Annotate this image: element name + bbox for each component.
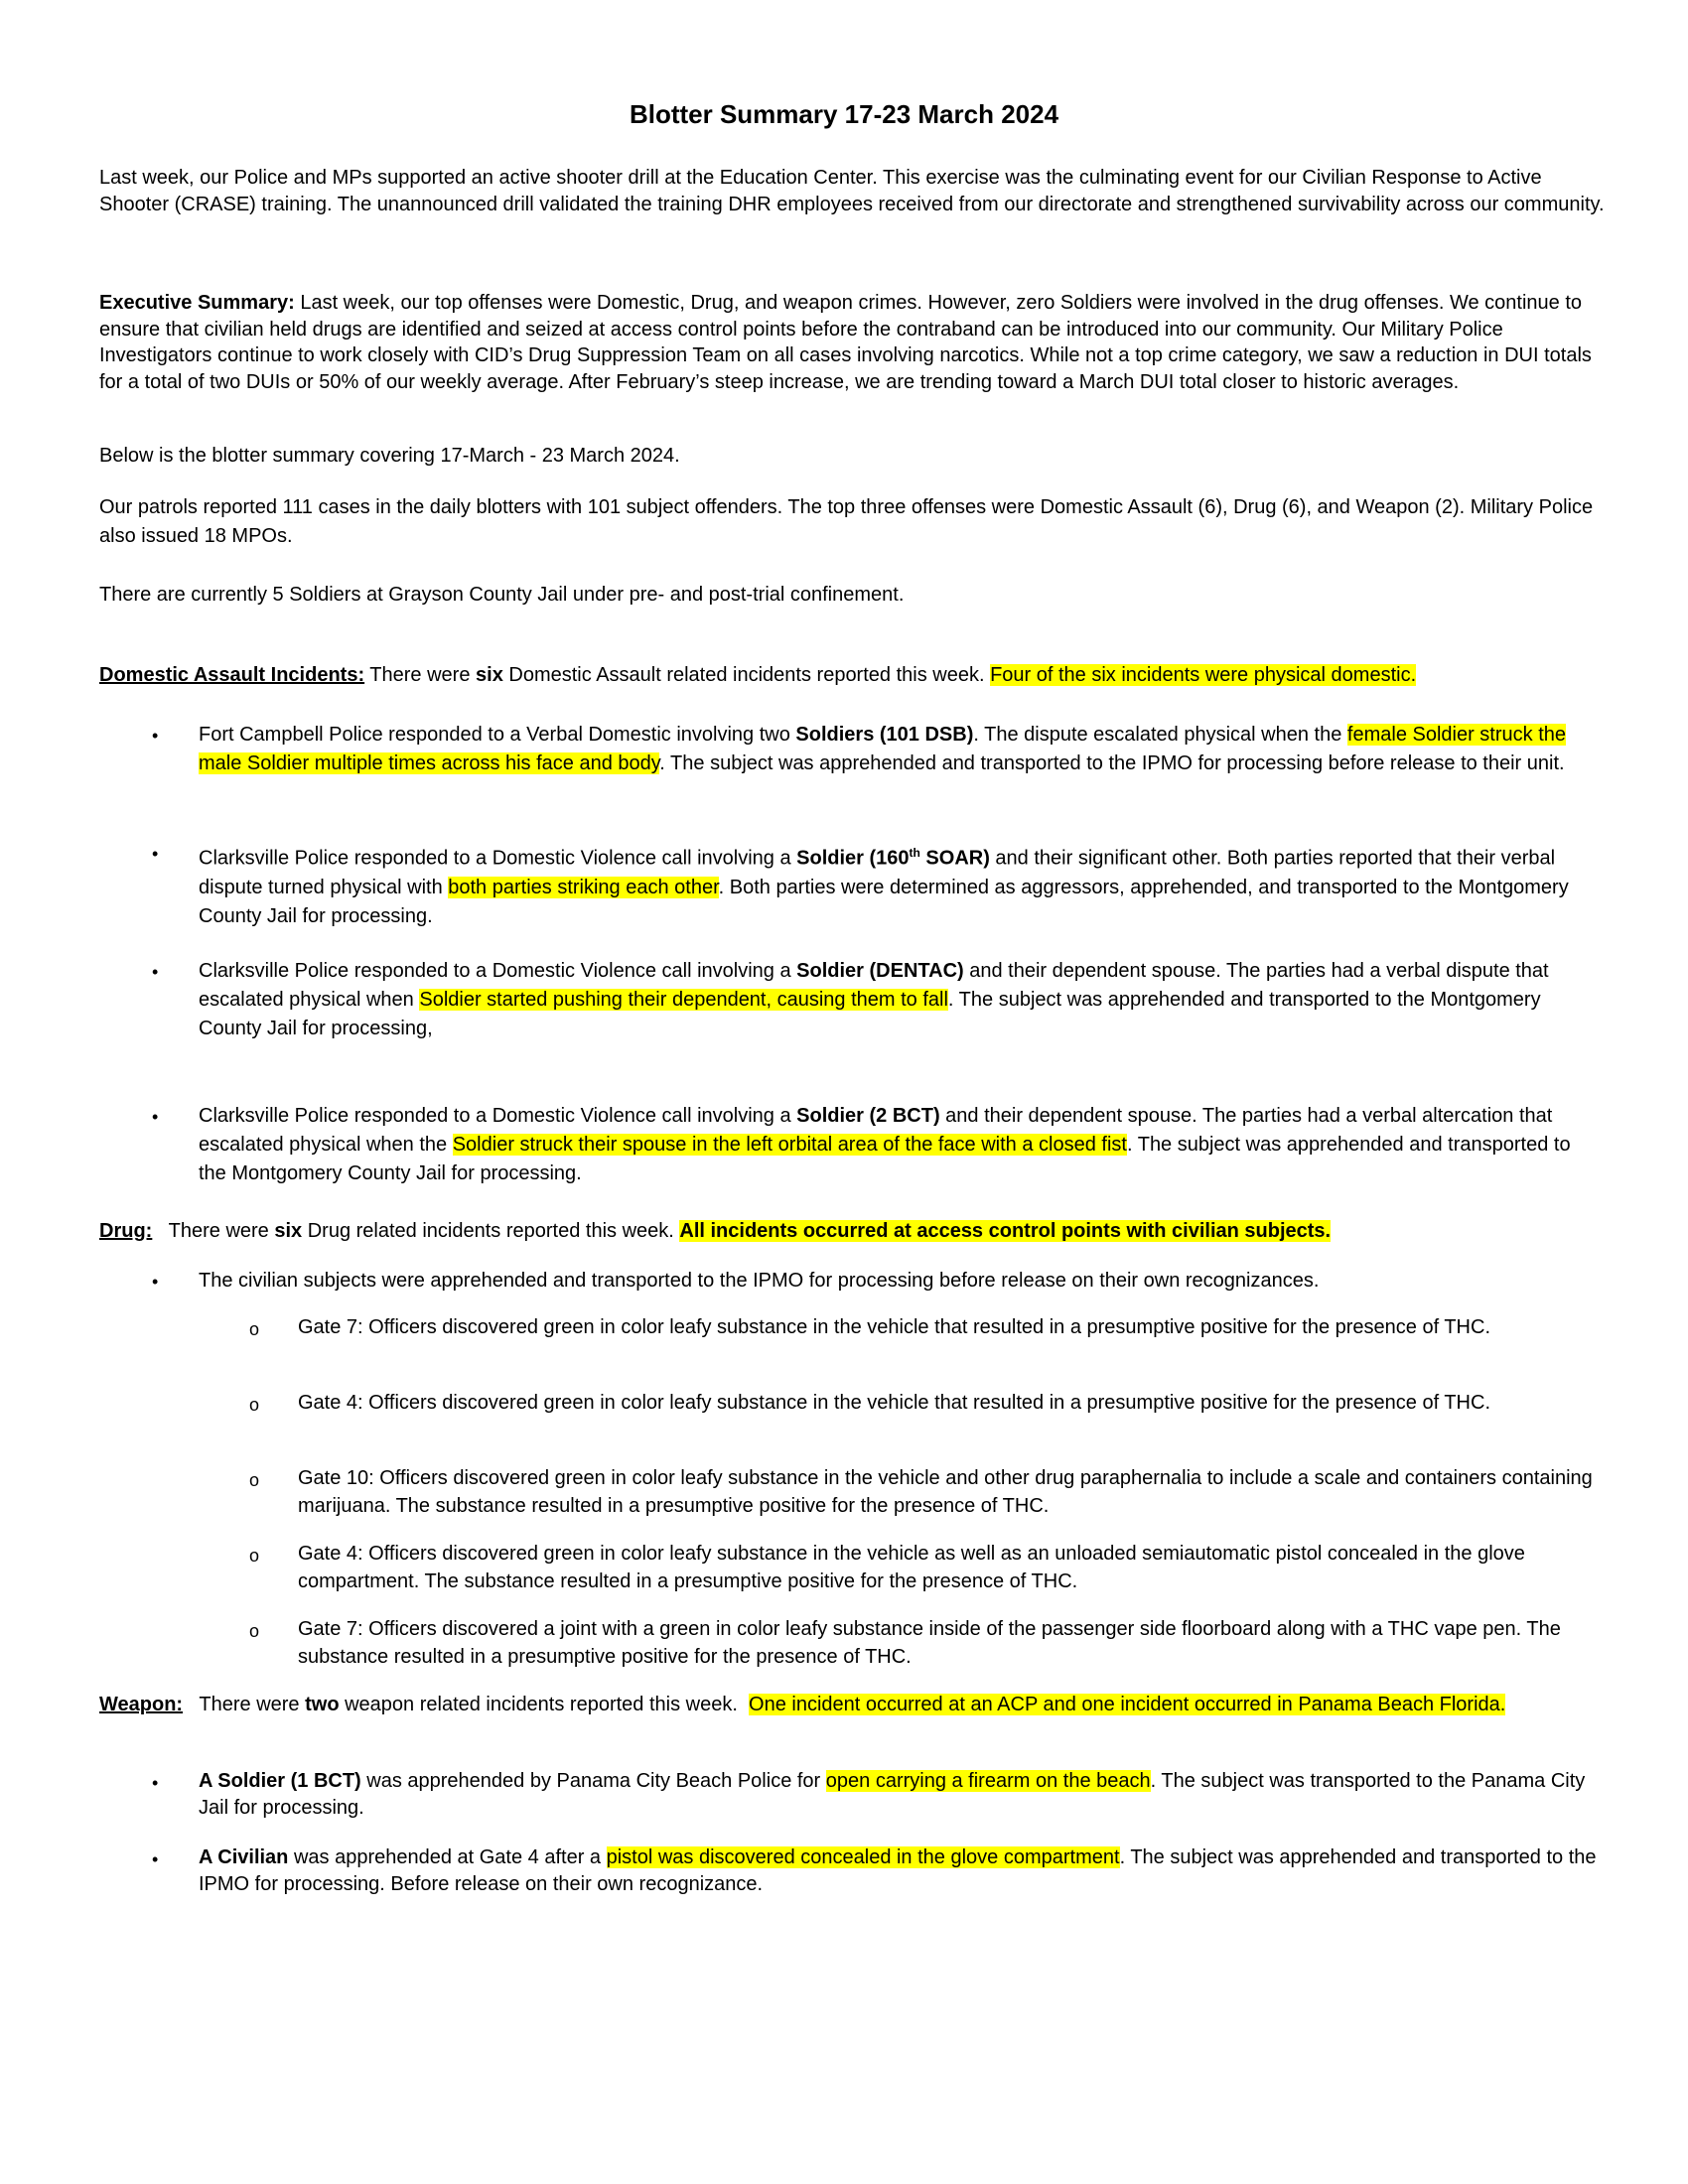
drug-incident-1: Gate 7: Officers discovered green in color leafy substance in the vehicle that resulted in a presumptive positive for the presence of THC.	[298, 1316, 1490, 1338]
domestic-incident-2: Clarksville Police responded to a Domestic Violence call involving a Soldier (160th SOAR) and their significant other. Both parties reported that their verbal dispute turned physical with both parties striking each other. Both parties were determined as aggressors, apprehended, and transported to the Montgomery County Jail for processing.	[199, 846, 1569, 927]
weapon-incident-1: A Soldier (1 BCT) was apprehended by Panama City Beach Police for open carrying a firearm on the beach. The subject was transported to the Panama City Jail for processing.	[199, 1770, 1586, 1819]
domestic-highlight: Four of the six incidents were physical domestic.	[990, 664, 1417, 686]
bullet-icon: •	[152, 962, 159, 982]
drug-summary-bullet: The civilian subjects were apprehended and transported to the IPMO for processing before release on their own recognizances.	[199, 1270, 1320, 1292]
domestic-incident-1: Fort Campbell Police responded to a Verbal Domestic involving two Soldiers (101 DSB). The dispute escalated physical when the female Soldier struck the male Soldier multiple times across his face and body. The subject was apprehended and transported to the IPMO for processing before release to their unit.	[199, 724, 1567, 774]
bullet-icon: •	[152, 1773, 159, 1793]
sub-bullet-icon: o	[249, 1319, 260, 1339]
domestic-count: six	[476, 664, 503, 686]
weapon-count: two	[305, 1694, 340, 1715]
domestic-incident-4: Clarksville Police responded to a Domestic Violence call involving a Soldier (2 BCT) and their dependent spouse. The parties had a verbal altercation that escalated physical when the Soldier struck their spouse in the left orbital area of the face with a closed fist. The subject was apprehended and transported to the Montgomery County Jail for processing.	[199, 1105, 1571, 1184]
weapon-highlight: One incident occurred at an ACP and one incident occurred in Panama Beach Florida.	[749, 1694, 1506, 1715]
bullet-icon: •	[152, 1272, 159, 1292]
sub-bullet-icon: o	[249, 1470, 260, 1490]
bullet-icon: •	[152, 1107, 159, 1127]
incident-highlight: Soldier started pushing their dependent, causing them to fall	[419, 989, 948, 1011]
summary-period: Below is the blotter summary covering 17-March - 23 March 2024.	[99, 445, 680, 467]
executive-summary-label: Executive Summary:	[99, 292, 295, 314]
drug-incident-2: Gate 4: Officers discovered green in color leafy substance in the vehicle that resulted in a presumptive positive for the presence of THC.	[298, 1392, 1490, 1414]
jail-summary: There are currently 5 Soldiers at Grayson County Jail under pre- and post-trial confinement.	[99, 584, 905, 606]
bullet-icon: •	[152, 844, 159, 864]
drug-highlight: All incidents occurred at access control points with civilian subjects.	[679, 1220, 1332, 1242]
domestic-section-intro: Domestic Assault Incidents: There were six Domestic Assault related incidents reported this week. Four of the six incidents were physical domestic.	[99, 664, 1417, 686]
weapon-incident-2: A Civilian was apprehended at Gate 4 after a pistol was discovered concealed in the glove compartment. The subject was apprehended and transported to the IPMO for processing. Before release on their own recognizance.	[199, 1846, 1597, 1895]
executive-summary-text: Last week, our top offenses were Domestic, Drug, and weapon crimes. However, zero Soldiers were involved in the drug offenses. We continue to ensure that civilian held drugs are identified and seized at access control points before the contraband can be introduced into our community. Our Military Police Investigators continue to work closely with CID’s Drug Suppression Team on all cases involving narcotics. While not a top crime category, we saw a reduction in DUI totals for a total of two DUIs or 50% of our weekly average. After February’s steep increase, we are trending toward a March DUI total closer to historic averages.	[99, 292, 1592, 393]
incident-highlight: pistol was discovered concealed in the glove compartment	[606, 1846, 1120, 1868]
page-title: Blotter Summary 17-23 March 2024	[629, 99, 1059, 129]
drug-heading: Drug:	[99, 1220, 153, 1242]
weapon-heading: Weapon:	[99, 1694, 184, 1715]
intro-paragraph: Last week, our Police and MPs supported an active shooter drill at the Education Center. This exercise was the culminating event for our Civilian Response to Active Shooter (CRASE) training. The unannounced drill validated the training DHR employees received from our directorate and strengthened survivability across our community.	[99, 167, 1605, 215]
domestic-heading: Domestic Assault Incidents:	[99, 664, 365, 686]
sub-bullet-icon: o	[249, 1546, 260, 1566]
patrols-summary: Our patrols reported 111 cases in the daily blotters with 101 subject offenders. The top three offenses were Domestic Assault (6), Drug (6), and Weapon (2). Military Police also issued 18 MPOs.	[99, 496, 1594, 547]
bullet-icon: •	[152, 726, 159, 746]
drug-incident-3: Gate 10: Officers discovered green in color leafy substance in the vehicle and other drug paraphernalia to include a scale and containers containing marijuana. The substance resulted in a presumptive positive for the presence of THC.	[298, 1467, 1593, 1517]
incident-highlight: both parties striking each other	[448, 876, 719, 898]
sub-bullet-icon: o	[249, 1621, 260, 1641]
incident-highlight: female Soldier struck the male Soldier multiple times across his face and body	[199, 724, 1567, 774]
incident-highlight: open carrying a firearm on the beach	[825, 1770, 1151, 1792]
drug-incident-5: Gate 7: Officers discovered a joint with a green in color leafy substance inside of the passenger side floorboard along with a THC vape pen. The substance resulted in a presumptive positive for the presence of THC.	[298, 1618, 1561, 1668]
bullet-icon: •	[152, 1849, 159, 1869]
incident-highlight: Soldier struck their spouse in the left orbital area of the face with a closed fist	[452, 1134, 1127, 1156]
weapon-section-intro: Weapon: There were two weapon related incidents reported this week. One incident occurred at an ACP and one incident occurred in Panama Beach Florida.	[99, 1694, 1506, 1715]
drug-count: six	[274, 1220, 303, 1242]
drug-incident-4: Gate 4: Officers discovered green in color leafy substance in the vehicle as well as an unloaded semiautomatic pistol concealed in the glove compartment. The substance resulted in a presumptive positive for the presence of THC.	[298, 1543, 1525, 1592]
executive-summary	[99, 290, 1609, 395]
drug-section-intro: Drug: There were six Drug related incidents reported this week. All incidents occurred at access control points with civilian subjects.	[99, 1220, 1332, 1242]
domestic-incident-3: Clarksville Police responded to a Domestic Violence call involving a Soldier (DENTAC) and their dependent spouse. The parties had a verbal dispute that escalated physical when Soldier started pushing their dependent, causing them to fall. The subject was apprehended and transported to the Montgomery County Jail for processing,	[199, 960, 1549, 1039]
sub-bullet-icon: o	[249, 1395, 260, 1415]
